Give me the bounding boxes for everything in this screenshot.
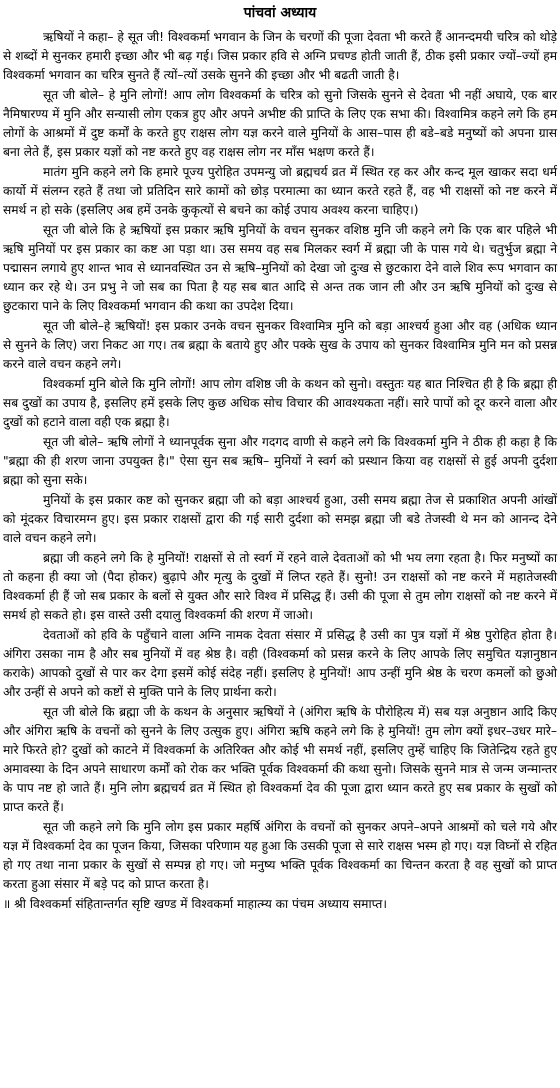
paragraph-2: सूत जी बोले– हे मुनि लोगों! आप लोग विश्वकर्मा के चरित्र को सुनो जिसके सुनने से देवता भी नहीं अघाये, एक बार नैमिषारण्य में मुनि और सन्यासी लोग एकत्र हुए और अपने अभीष्ट की प्राप्ति के लिए एक सभा की। विश्वामित्र कहने लगे कि हम लोगों के आश्रमों में दुष्ट कर्मों के करते हुए राक्षस लोग यज्ञ करने वाले मुनियों के आस–पास ही बडे–बडे मनुष्यों को अपना ग्रास बना लेते हैं, इस प्रकार यज्ञों को नष्ट करते हुए वह राक्षस लोग नर माँस भक्षण करते हैं। [3,88,557,159]
paragraph-4: सूत जी बोले कि हे ऋषियों इस प्रकार ऋषि मुनियों के वचन सुनकर वशिष्ठ मुनि जी कहने लगे कि एक बार पहिले भी ऋषि मुनियों पर इस प्रकार का कष्ट आ पड़ा था। उस समय वह सब मिलकर स्वर्ग में ब्रह्मा जी के पास गये थे। चतुर्भुज ब्रह्मा ने पद्मासन लगाये हुए शान्त भाव से ध्यानवस्थित उन से ऋषि–मुनियों को देखा जो दुःख से छुटकारा देने वाले शिव रूप भगवान का ध्यान कर रहे थे। उन प्रभु ने जो सब का पिता है यह सब बात आदि से अन्त तक जान ली और उन ऋषि मुनियों को दुःख से छुटकारा पाने के लिए विश्वकर्मा भगवान की कथा का उपदेश दिया। [3,223,557,313]
chapter-closing-line: ॥ श्री विश्वकर्मा संहितान्तर्गत सृष्टि खण्ड में विश्वकर्मा माहात्म्य का पंचम अध्याय समाप्त। [3,897,387,911]
paragraph-5: सूत जी बोले–हे ऋषियों! इस प्रकार उनके वचन सुनकर विश्वामित्र मुनि को बड़ा आश्चर्य हुआ और वह (अधिक ध्यान से सुनने के लिए) जरा निकट आ गए। तब ब्रह्मा के बताये हुए और पक्के सुख के उपाय को सुनकर विश्वामित्र मुनि मन को प्रसन्न करने वाले वचन कहने लगे। [3,319,557,371]
paragraph-10: देवताओं को हवि के पहुँचाने वाला अग्नि नामक देवता संसार में प्रसिद्ध है उसी का पुत्र यज्ञों में श्रेष्ठ पुरोहित होता है। अंगिरा उसका नाम है और सब मुनियों में वह श्रेष्ठ है। वही (विश्वकर्मा को प्रसन्न करने के लिए आपके लिए समुचित यज्ञानुष्ठान कराके) आपको दुखों से पार कर देगा इसमें कोई संदेह नहीं। इसलिए हे मुनियों! आप उन्हीं मुनि श्रेष्ठ के चरण कमलों को छुओ और उन्हीं से अपने को कष्टों से मुक्ति पाने के लिए प्रार्थना करो। [3,628,557,699]
paragraph-9: ब्रह्मा जी कहने लगे कि हे मुनियों! राक्षसों से तो स्वर्ग में रहने वाले देवताओं को भी भय लगा रहता है। फिर मनुष्यों का तो कहना ही क्या जो (पैदा होकर) बुढ़ापे और मृत्यु के दुखों में लिप्त रहते हैं। सुनो! उन राक्षसों को नष्ट करने में महातेजस्वी विश्वकर्मा ही हैं जो सब प्रकार के बलों से युक्त और सारे विश्व में प्रसिद्ध हैं। उसी की पूजा से तुम लोग राक्षसों को नष्ट करने में समर्थ हो सकते हो। इस वास्ते उसी दयालु विश्वकर्मा की शरण में जाओ। [3,551,557,622]
paragraph-12: सूत जी कहने लगे कि मुनि लोग इस प्रकार महर्षि अंगिरा के वचनों को सुनकर अपने–अपने आश्रमों को चले गये और यज्ञ में विश्वकर्मा देव का पूजन किया, जिसका परिणाम यह हुआ कि उसकी पूजा से सारे राक्षस भस्म हो गए। यज्ञ विघ्नों से रहित हो गए तथा नाना प्रकार के सुखों से सम्पन्न हो गए। जो मनुष्य भक्ति पूर्वक विश्वकर्मा का चिन्तन करता है वह सुखों को प्राप्त करता हुआ संसार में बड़े पद को प्राप्त करता है। [3,820,557,891]
paragraph-3: मातंग मुनि कहने लगे कि हमारे पूज्य पुरोहित उपमन्यु जो ब्रह्मचर्य व्रत में स्थित रह कर और कन्द मूल खाकर सदा धर्म कार्यो में संलग्न रहते हैं तथा जो प्रतिदिन सारे कामों को छोड़ परमात्मा का ध्यान करते रहते हैं, वह भी राक्षसों को नष्ट करने में समर्थ न हो सके (इसलिए अब हमें उनके कुकृत्यों से बचने का कोई उपाय अवश्य करना चाहिए।) [3,165,557,217]
paragraph-8: मुनियों के इस प्रकार कष्ट को सुनकर ब्रह्मा जी को बड़ा आश्चर्य हुआ, उसी समय ब्रह्मा तेज से प्रकाशित अपनी आंखों को मूंदकर विचारमग्न हुए। इस प्रकार राक्षसों द्वारा की गई सारी दुर्दशा को समझ ब्रह्मा जी बडे तेजस्वी थे मन को आनन्द देने वाले वचन कहने लगे। [3,493,557,545]
paragraph-1: ऋषियों ने कहा– हे सूत जी! विश्वकर्मा भगवान के जिन के चरणों की पूजा देवता भी करते हैं आनन्दमयी चरित्र को थोड़े से शब्दों मे सुनकर हमारी इच्छा और भी बढ़ गई। जिस प्रकार हवि से अग्नि प्रचण्ड होती जाती हैं, ठीक इसी प्रकार ज्यों–ज्यों हम विश्वकर्मा भगवान का चरित्र सुनते हैं त्यों–त्यों उसके सुनने की इच्छा और भी बढती जाती है। [3,30,557,82]
paragraph-11: सूत जी बोले कि ब्रह्मा जी के कथन के अनुसार ऋषियों ने (अंगिरा ऋषि के पौरोहित्य में) सब यज्ञ अनुष्ठान आदि किए और अंगिरा ऋषि के वचनों को सुनने के लिए उत्सुक हुए। अंगिरा ऋषि कहने लगे कि हे मुनियों! तुम लोग क्यों इधर–उधर मारे–मारे फिरते हो? दुखों को काटने में विश्वकर्मा के अतिरिक्त और कोई भी समर्थ नहीं, इसलिए तुम्हें चाहिए कि जितेन्द्रिय रहते हुए अमावस्या के दिन अपने साधारण कर्मों को रोक कर भक्ति पूर्वक विश्वकर्मा की कथा सुनो। जिसके सुनने मात्र से जन्म जन्मान्तर के पाप नष्ट हो जाते हैं। मुनि लोग ब्रह्मचर्य व्रत में स्थित हो विश्वकर्मा देव की पूजा द्वारा ध्यान करते हुए सब प्रकार के सुखों को प्राप्त करते हैं। [3,705,557,814]
paragraph-6: विश्वकर्मा मुनि बोले कि मुनि लोगों! आप लोग वशिष्ठ जी के कथन को सुनो। वस्तुतः यह बात निश्चित ही है कि ब्रह्मा ही सब दुखों का उपाय है, इसलिए हमें इसके लिए कुछ अधिक सोच विचार की आवश्यकता नहीं। सारे पापों को दूर करने वाला और दुखों को हटाने वाला वही एक ब्रह्मा है। [3,377,557,429]
chapter-title: पांचवां अध्याय [243,5,317,21]
paragraph-7: सूत जी बोले– ऋषि लोगों ने ध्यानपूर्वक सुना और गदगद वाणी से कहने लगे कि विश्वकर्मा मुनि ने ठीक ही कहा है कि "ब्रह्मा की ही शरण जाना उपयुक्त है।" ऐसा सुन सब ऋषि– मुनियों ने स्वर्ग को प्रस्थान किया वह राक्षसों से हुई अपनी दुर्दशा ब्रह्मा को सुना सके। [3,435,557,487]
